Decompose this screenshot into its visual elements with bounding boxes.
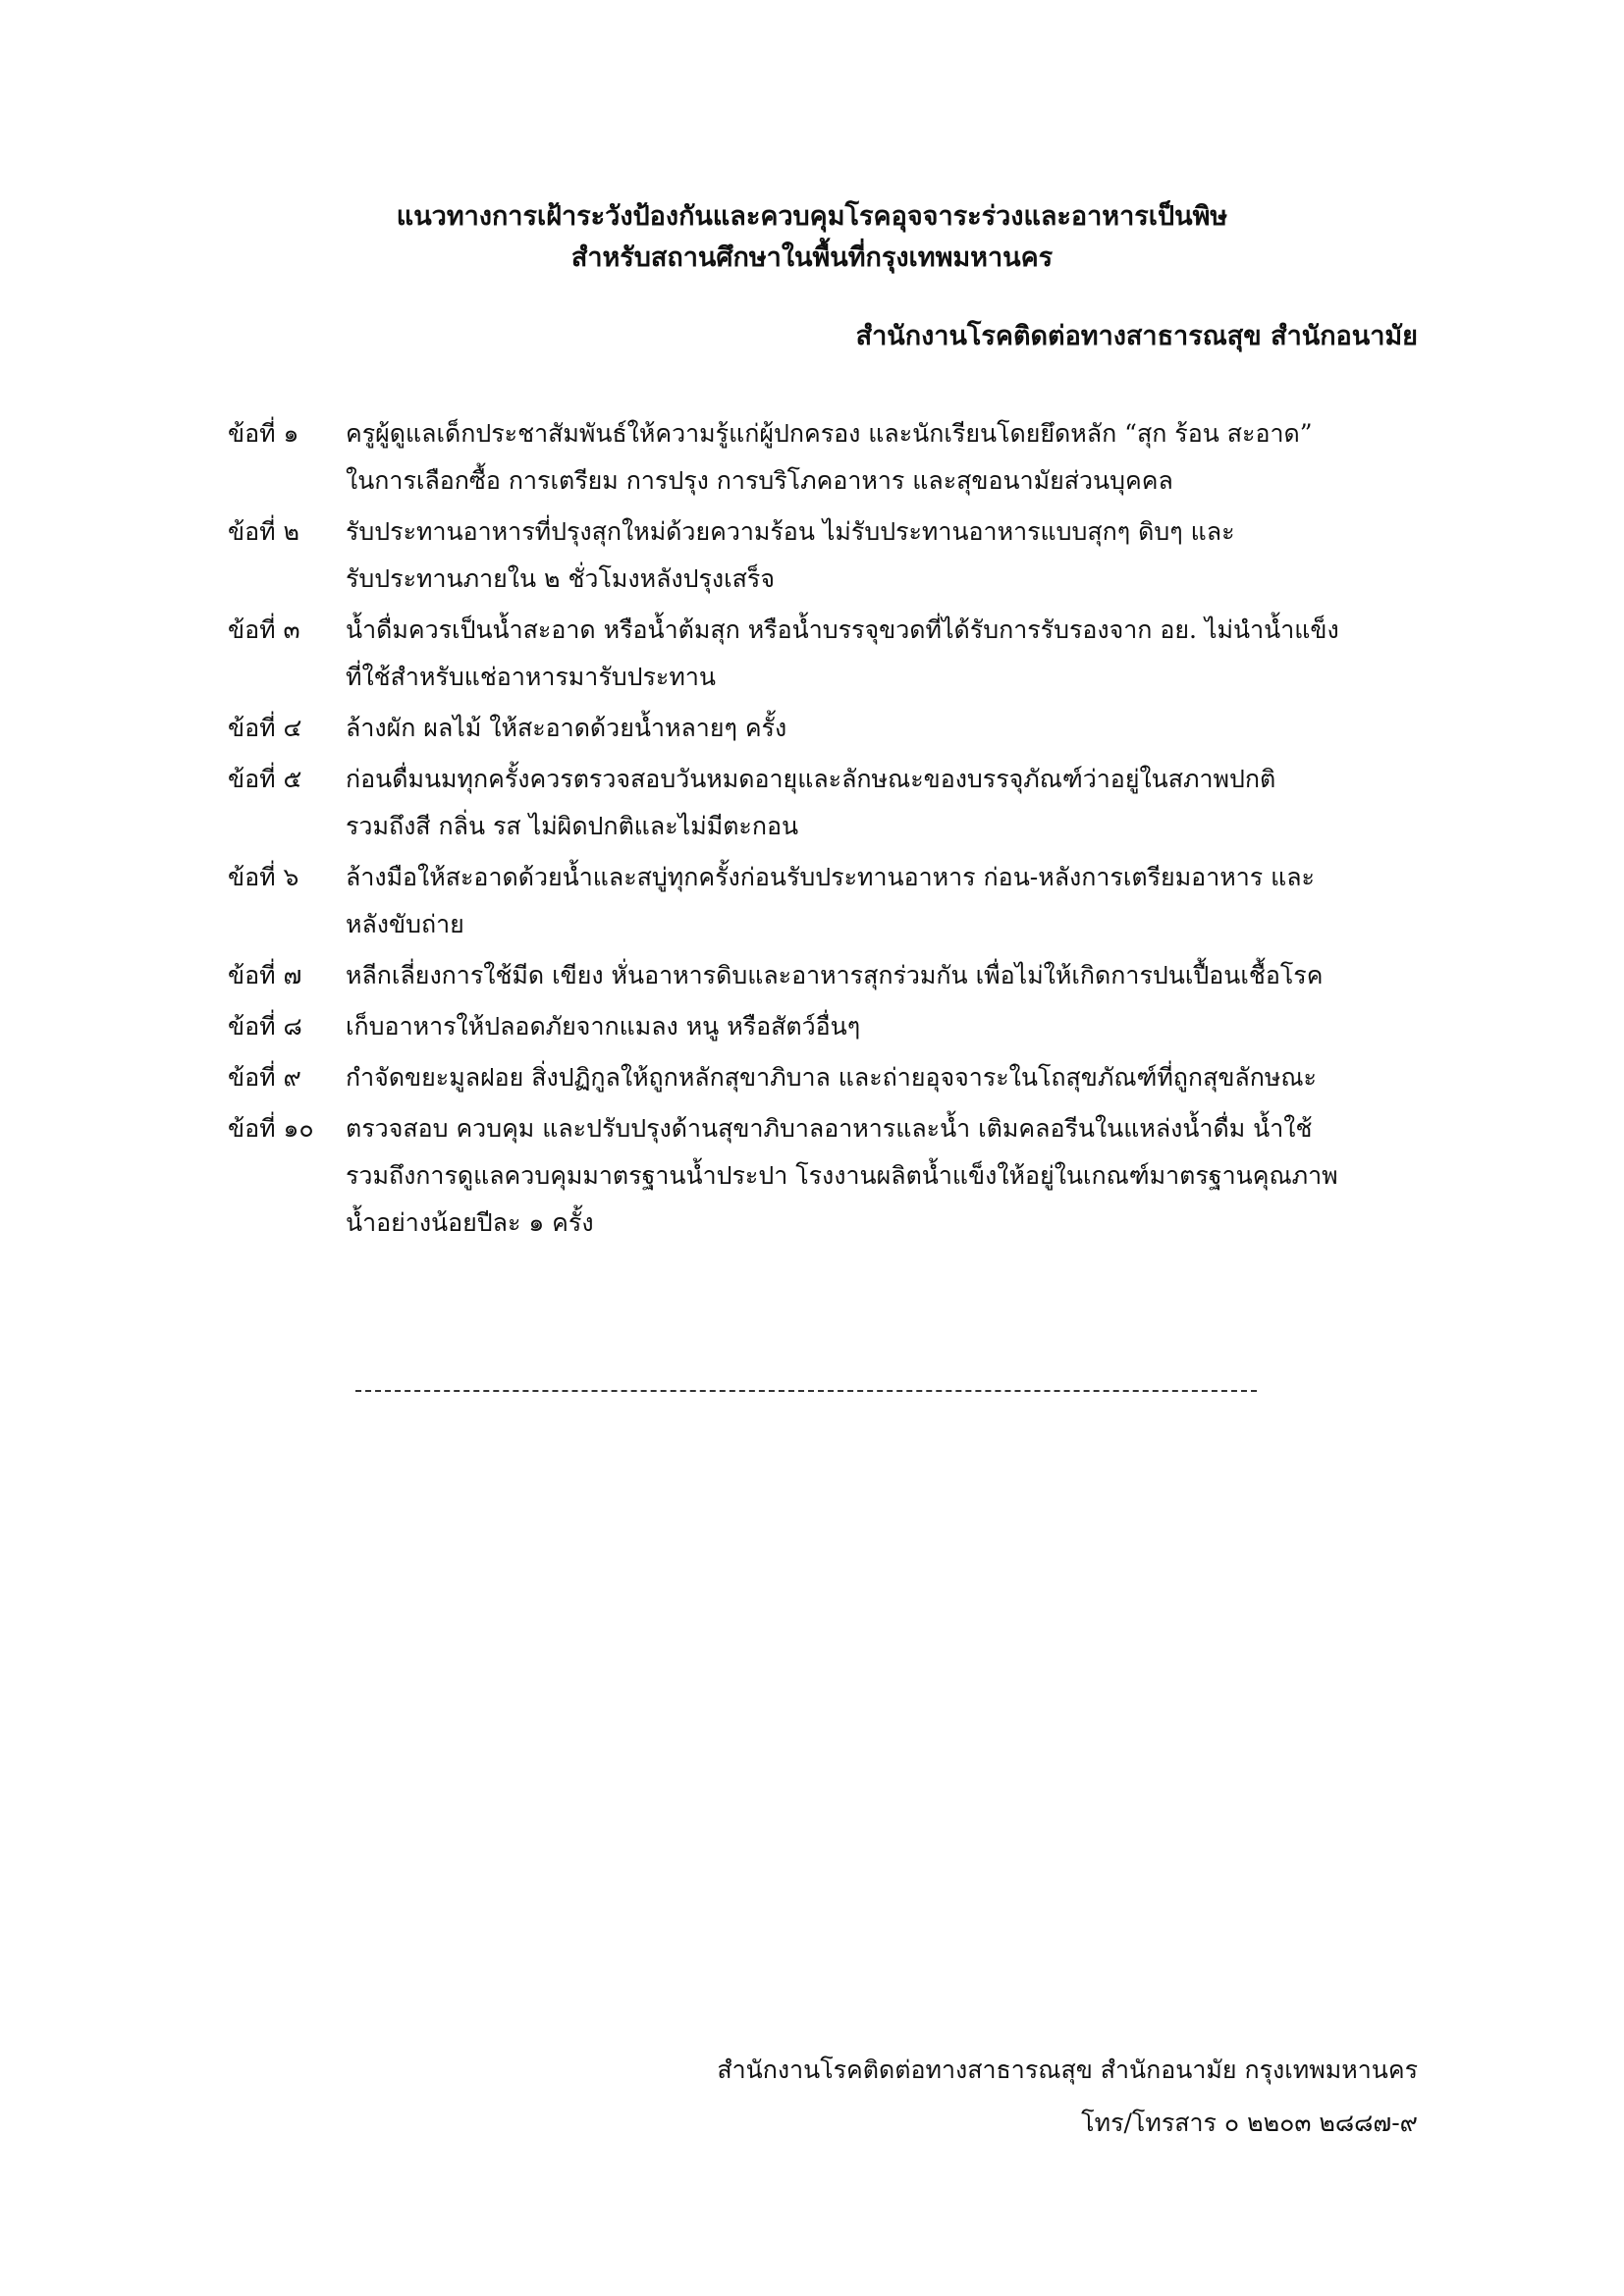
guideline-item-number: ข้อที่ ๖: [228, 863, 299, 891]
guideline-item: [228, 607, 1426, 701]
document-title: [0, 196, 1624, 279]
footer-organization: สำนักงานโรคติดต่อทางสาธารณสุข สำนักอนามัย กรุงเทพมหานคร: [717, 2056, 1418, 2084]
guideline-item-line: ตรวจสอบ ควบคุม และปรับปรุงด้านสุขาภิบาลอาหารและน้ำ เติมคลอรีนในแหล่งน้ำดื่ม น้ำใช้: [346, 1114, 1313, 1143]
guideline-item-number: ข้อที่ ๓: [228, 615, 300, 644]
guideline-item: [228, 508, 1426, 603]
title-line-1: แนวทางการเฝ้าระวังป้องกันและควบคุมโรคอุจจาระร่วงและอาหารเป็นพิษ: [396, 201, 1228, 232]
issuing-organization: สำนักงานโรคติดต่อทางสาธารณสุข สำนักอนามัย: [855, 321, 1418, 351]
guideline-item: [228, 1054, 1426, 1101]
guideline-item-line: ล้างมือให้สะอาดด้วยน้ำและสบู่ทุกครั้งก่อนรับประทานอาหาร ก่อน-หลังการเตรียมอาหาร และ: [346, 863, 1315, 891]
guideline-item-text: [346, 854, 1426, 948]
guideline-item: [228, 1003, 1426, 1050]
guideline-item-line: ที่ใช้สำหรับแช่อาหารมารับประทาน: [346, 663, 716, 691]
guideline-item-number: ข้อที่ ๘: [228, 1012, 302, 1041]
title-line-2: สำหรับสถานศึกษาในพื้นที่กรุงเทพมหานคร: [570, 242, 1054, 273]
guideline-item-number: ข้อที่ ๕: [228, 765, 302, 793]
guideline-item-line: รวมถึงสี กลิ่น รส ไม่ผิดปกติและไม่มีตะกอน: [346, 812, 799, 840]
dashed-divider: [355, 1390, 1257, 1392]
guideline-item-text: [346, 1003, 1426, 1050]
guideline-item-text: [346, 952, 1426, 999]
guideline-item-text: [346, 607, 1426, 701]
guideline-item-text: [346, 1105, 1426, 1247]
guideline-item-line: ล้างผัก ผลไม้ ให้สะอาดด้วยน้ำหลายๆ ครั้ง: [346, 714, 787, 742]
guideline-item-text: [346, 756, 1426, 850]
guideline-item: [228, 1105, 1426, 1247]
guideline-item-line: หลังขับถ่าย: [346, 910, 464, 938]
guideline-item-number: ข้อที่ ๔: [228, 714, 302, 742]
guideline-item-line: น้ำดื่มควรเป็นน้ำสะอาด หรือน้ำต้มสุก หรือน้ำบรรจุขวดที่ได้รับการรับรองจาก อย. ไม่นำน้ำแข็ง: [346, 615, 1339, 644]
guideline-item: [228, 952, 1426, 999]
guideline-item-text: [346, 410, 1426, 505]
guideline-item-line: หลีกเลี่ยงการใช้มีด เขียง หั่นอาหารดิบและอาหารสุกร่วมกัน เพื่อไม่ให้เกิดการปนเปื้อนเชื้อโรค: [346, 961, 1324, 989]
guideline-item: [228, 410, 1426, 505]
guideline-item: [228, 756, 1426, 850]
guideline-item-line: รับประทานภายใน ๒ ชั่วโมงหลังปรุงเสร็จ: [346, 564, 775, 593]
guideline-item-line: ก่อนดื่มนมทุกครั้งควรตรวจสอบวันหมดอายุและลักษณะของบรรจุภัณฑ์ว่าอยู่ในสภาพปกติ: [346, 765, 1276, 793]
guideline-item-number: ข้อที่ ๑๐: [228, 1114, 314, 1143]
guideline-item-number: ข้อที่ ๒: [228, 517, 300, 546]
guideline-item-line: เก็บอาหารให้ปลอดภัยจากแมลง หนู หรือสัตว์อื่นๆ: [346, 1012, 861, 1041]
guideline-item-number: ข้อที่ ๙: [228, 1063, 301, 1092]
guideline-list: [228, 410, 1426, 1251]
guideline-item-text: [346, 1054, 1426, 1101]
guideline-item-text: [346, 508, 1426, 603]
guideline-item: [228, 854, 1426, 948]
guideline-item-number: ข้อที่ ๑: [228, 419, 299, 448]
guideline-item-line: รับประทานอาหารที่ปรุงสุกใหม่ด้วยความร้อน ไม่รับประทานอาหารแบบสุกๆ ดิบๆ และ: [346, 517, 1235, 546]
guideline-item-line: น้ำอย่างน้อยปีละ ๑ ครั้ง: [346, 1208, 594, 1237]
footer-contact: โทร/โทรสาร ๐ ๒๒๐๓ ๒๘๘๗-๙: [1081, 2109, 1418, 2137]
guideline-item-number: ข้อที่ ๗: [228, 961, 302, 989]
footer: [717, 2044, 1418, 2150]
guideline-item-line: กำจัดขยะมูลฝอย สิ่งปฏิกูลให้ถูกหลักสุขาภิบาล และถ่ายอุจจาระในโถสุขภัณฑ์ที่ถูกสุขลักษณะ: [346, 1063, 1317, 1092]
guideline-item-text: [346, 705, 1426, 752]
guideline-item-line: ในการเลือกซื้อ การเตรียม การปรุง การบริโภคอาหาร และสุขอนามัยส่วนบุคคล: [346, 466, 1173, 495]
guideline-item: [228, 705, 1426, 752]
guideline-item-line: ครูผู้ดูแลเด็กประชาสัมพันธ์ให้ความรู้แก่ผู้ปกครอง และนักเรียนโดยยึดหลัก “สุก ร้อน สะอาด”: [346, 419, 1313, 448]
guideline-item-line: รวมถึงการดูแลควบคุมมาตรฐานน้ำประปา โรงงานผลิตน้ำแข็งให้อยู่ในเกณฑ์มาตรฐานคุณภาพ: [346, 1161, 1338, 1190]
